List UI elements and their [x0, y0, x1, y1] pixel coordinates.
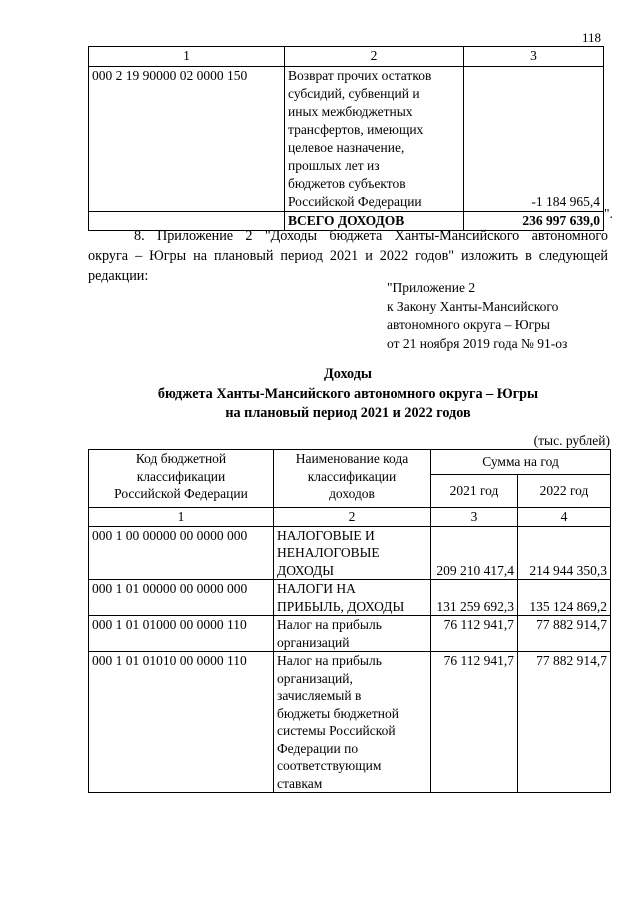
row-name-line: Российской Федерации [288, 194, 422, 209]
document-title [88, 365, 608, 424]
header-year-2021: 2021 год [431, 475, 518, 508]
total-label: ВСЕГО ДОХОДОВ [285, 212, 464, 231]
title-line: на плановый период 2021 и 2022 годов [225, 405, 471, 421]
row-code: 000 1 01 01000 00 0000 110 [89, 616, 274, 652]
title-line: бюджета Ханты-Мансийского автономного округа – Югры [157, 385, 539, 402]
row-amount: -1 184 965,4 [464, 67, 604, 212]
row-code: 000 1 00 00000 00 0000 000 [89, 526, 274, 580]
title-line: Доходы [324, 366, 372, 382]
row-name: НАЛОГИ НА ПРИБЫЛЬ, ДОХОДЫ [274, 580, 431, 616]
header-year-2022: 2022 год [518, 475, 611, 508]
units-label: (тыс. рублей) [533, 433, 610, 448]
col-number-1: 1 [89, 508, 274, 527]
table-row [89, 580, 611, 616]
row-code: 000 1 01 00000 00 0000 000 [89, 580, 274, 616]
annex-line: к Закону Ханты-Мансийского [387, 298, 559, 314]
table-row [89, 652, 611, 793]
col-number-2: 2 [285, 47, 464, 67]
annex-line: от 21 ноября 2019 года № 91-оз [387, 335, 568, 351]
annex-line: "Приложение 2 [387, 280, 476, 295]
col-number-3: 3 [431, 508, 518, 527]
row-name: Налог на прибыль организаций, зачисляемый в бюджеты бюджетной системы Российской Федерации по соответствующим ставкам [274, 652, 431, 793]
amendment-paragraph [88, 226, 608, 286]
row-code: 000 1 01 01010 00 0000 110 [89, 652, 274, 793]
col-number-4: 4 [518, 508, 611, 527]
row-name: НАЛОГОВЫЕ И НЕНАЛОГОВЫЕ ДОХОДЫ [274, 526, 431, 580]
paragraph-line: 8. Приложение 2 "Доходы бюджета Ханты-Мансийского автономного [134, 228, 608, 244]
page-number: 118 [581, 30, 601, 45]
annex-line: автономного округа – Югры [387, 317, 550, 332]
row-2022: 77 882 914,7 [518, 616, 611, 652]
closing-quote: ". [604, 206, 613, 221]
row-name-line: прошлых лет из [288, 158, 380, 173]
continuation-table [88, 46, 604, 231]
header-sum: Сумма на год [431, 450, 611, 475]
table-row [89, 616, 611, 652]
row-name: Налог на прибыль организаций [274, 616, 431, 652]
row-name-line: Возврат прочих остатков [288, 68, 432, 83]
col-number-2: 2 [274, 508, 431, 527]
income-table [88, 449, 611, 793]
table-row [89, 67, 604, 212]
row-2021: 131 259 692,3 [431, 580, 518, 616]
row-name-line: иных межбюджетных [288, 104, 413, 119]
col-number-3: 3 [464, 47, 604, 67]
row-name-line: трансфертов, имеющих [288, 122, 424, 137]
row-name-line: субсидий, субвенций и [288, 86, 420, 101]
row-2022: 214 944 350,3 [518, 526, 611, 580]
annex-reference [387, 279, 567, 353]
table-row [89, 526, 611, 580]
row-2021: 76 112 941,7 [431, 652, 518, 793]
row-2021: 76 112 941,7 [431, 616, 518, 652]
col-number-1: 1 [89, 47, 285, 67]
total-amount: 236 997 639,0 [464, 212, 604, 231]
header-code: Код бюджетной классификации Российской Федерации [89, 450, 274, 508]
paragraph-line: округа – Югры на плановый период 2021 и 2022 годов" изложить в следующей редакции: [88, 248, 608, 284]
row-name [285, 67, 464, 212]
row-name-line: бюджетов субъектов [288, 176, 406, 191]
row-name-line: целевое назначение, [288, 140, 405, 155]
row-2021: 209 210 417,4 [431, 526, 518, 580]
row-2022: 135 124 869,2 [518, 580, 611, 616]
row-2022: 77 882 914,7 [518, 652, 611, 793]
header-name: Наименование кода классификации доходов [274, 450, 431, 508]
row-code: 000 2 19 90000 02 0000 150 [89, 67, 285, 212]
